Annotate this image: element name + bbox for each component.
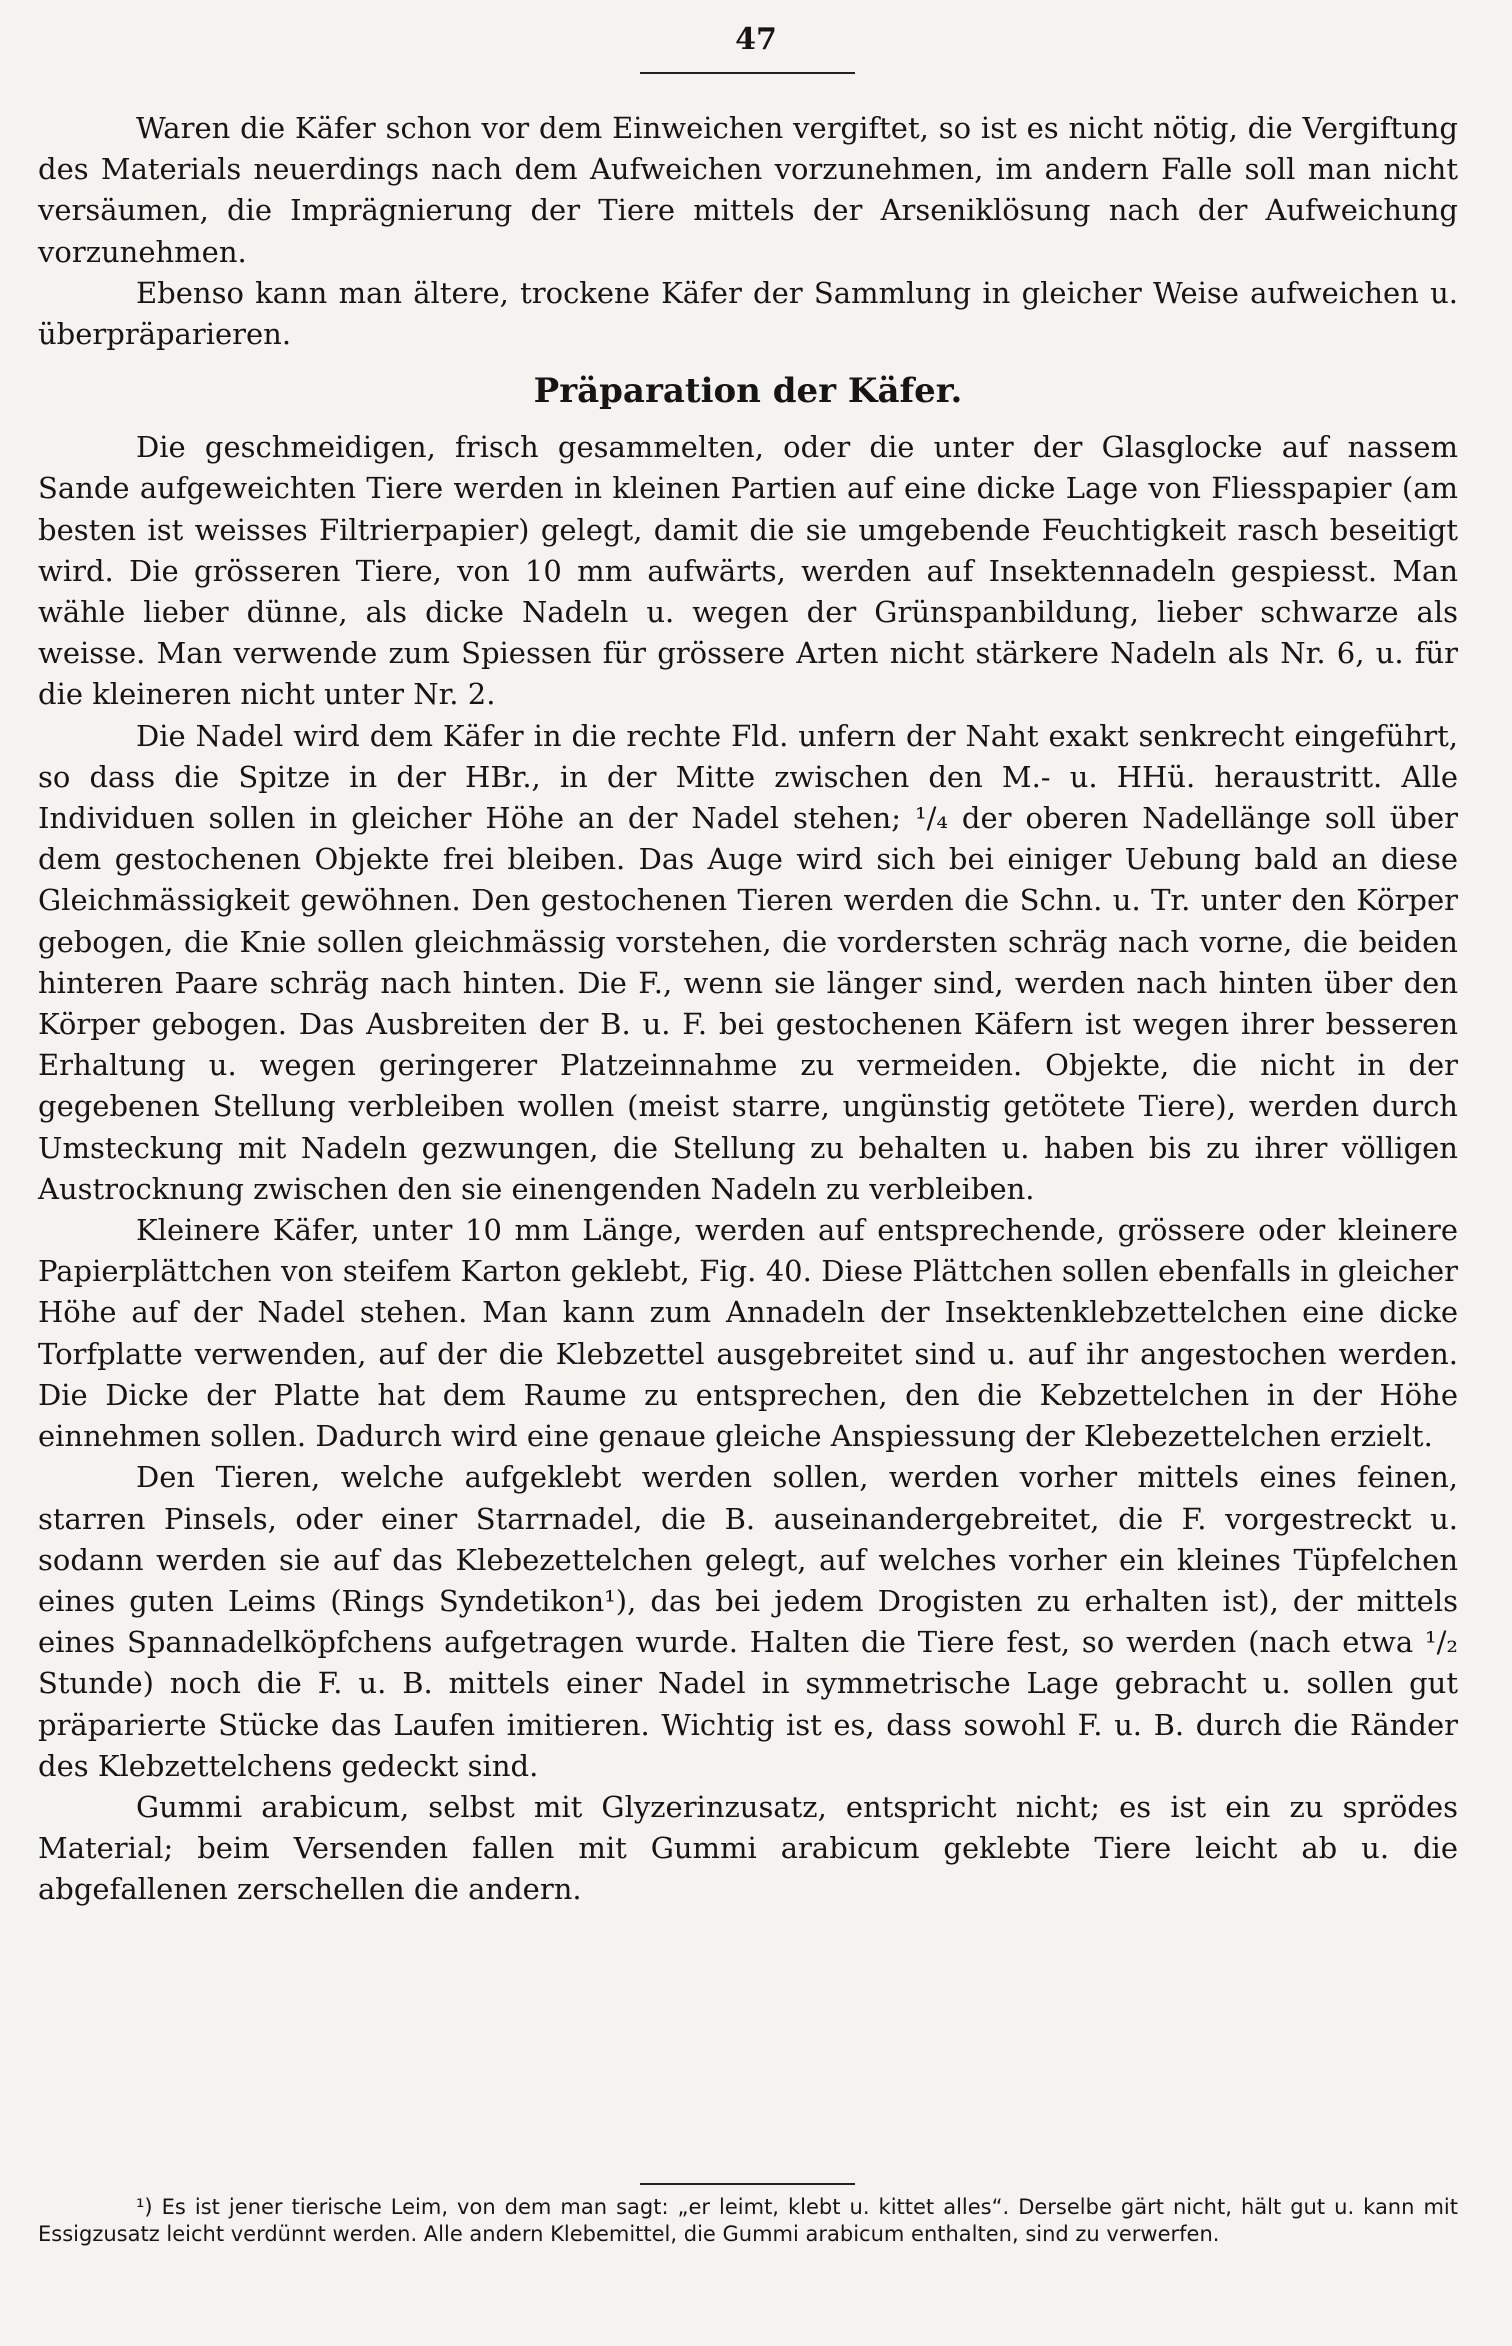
paragraph-vergiftung: Waren die Käfer schon vor dem Einweichen vergiftet, so ist es nicht nötig, die Vergiftung des Materials neuerdings nach dem Aufweichen vorzunehmen, im andern Falle soll man nicht versäumen, die Imprägnierung der Tiere mittels der Arseniklösung nach der Aufweichung vorzunehmen. [38,111,1458,269]
paragraph-nadel: Die Nadel wird dem Käfer in die rechte Fld. unfern der Naht exakt senkrecht eingeführt, so dass die Spitze in der HBr., in der Mitte zwischen den M.- u. HHü. heraustritt. Alle Individuen sollen in gleicher Höhe an der Nadel stehen; ¹/₄ der oberen Nadellänge soll über dem gestochenen Objekte frei bleiben. Das Auge wird sich bei einiger Uebung bald an diese Gleichmässigkeit gewöhnen. Den gestochenen Tieren werden die Schn. u. Tr. unter den Körper gebogen, die Knie sollen gleichmässig vorstehen, die vordersten schräg nach vorne, die beiden hinteren Paare schräg nach hinten. Die F., wenn sie länger sind, werden nach hinten über den Körper gebogen. Das Ausbreiten der B. u. F. bei gestochenen Käfern ist wegen ihrer besseren Erhaltung u. wegen geringerer Platzeinnahme zu vermeiden. Objekte, die nicht in der gegebenen Stellung verbleiben wollen (meist starre, ungünstig getötete Tiere), werden durch Umsteckung mit Nadeln gezwungen, die Stellung zu behalten u. haben bis zu ihrer völligen Austrocknung zwischen den sie einengenden Nadeln zu verbleiben. [38,718,1458,1206]
paragraph-kleinere-kaefer: Kleinere Käfer, unter 10 mm Länge, werden auf entsprechende, grössere oder kleinere Papierplättchen von steifem Karton geklebt, Fig. 40. Diese Plättchen sollen ebenfalls in gleicher Höhe auf der Nadel stehen. Man kann zum Annadeln der Insektenklebzettelchen eine dicke Torfplatte verwenden, auf der die Klebzettel ausgebreitet sind u. auf ihr angestochen werden. Die Dicke der Platte hat dem Raume zu entsprechen, den die Kebzettelchen in der Höhe einnehmen sollen. Dadurch wird eine genaue gleiche Anspiessung der Klebezettelchen erzielt. [38,1213,1458,1454]
header-rule [640,72,855,74]
paragraph-aeltere-kaefer: Ebenso kann man ältere, trockene Käfer der Sammlung in gleicher Weise aufweichen u. überpräparieren. [38,275,1458,352]
paragraph-aufkleben: Den Tieren, welche aufgeklebt werden sollen, werden vorher mittels eines feinen, starren Pinsels, oder einer Starrnadel, die B. auseinandergebreitet, die F. vorgestreckt u. sodann werden sie auf das Klebezettelchen gelegt, auf welches vorher ein kleines Tüpfelchen eines guten Leims (Rings Syndetikon¹), das bei jedem Drogisten zu erhalten ist), der mittels eines Spannadelköpfchens aufgetragen wurde. Halten die Tiere fest, so werden (nach etwa ¹/₂ Stunde) noch die F. u. B. mittels einer Nadel in symmetrische Lage gebracht u. sollen gut präparierte Stücke das Laufen imitieren. Wichtig ist es, dass sowohl F. u. B. durch die Ränder des Klebzettelchens gedeckt sind. [38,1460,1458,1783]
footnote-rule [640,2183,855,2185]
main-text [38,108,1458,1911]
section-heading: Präparation der Käfer. [533,371,963,412]
paragraph-geschmeidigen: Die geschmeidigen, frisch gesammelten, oder die unter der Glasglocke auf nassem Sande aufgeweichten Tiere werden in kleinen Partien auf eine dicke Lage von Fliesspapier (am besten ist weisses Filtrierpapier) gelegt, damit die sie umgebende Feuchtigkeit rasch beseitigt wird. Die grösseren Tiere, von 10 mm aufwärts, werden auf Insektennadeln gespiesst. Man wähle lieber dünne, als dicke Nadeln u. wegen der Grünspanbildung, lieber schwarze als weisse. Man verwende zum Spiessen für grössere Arten nicht stärkere Nadeln als Nr. 6, u. für die kleineren nicht unter Nr. 2. [38,430,1458,712]
page-number: 47 [735,22,777,57]
paragraph-gummi-arabicum: Gummi arabicum, selbst mit Glyzerinzusatz, entspricht nicht; es ist ein zu sprödes Material; beim Versenden fallen mit Gummi arabicum geklebte Tiere leicht ab u. die abgefallenen zerschellen die andern. [38,1789,1458,1907]
footnote: ¹) Es ist jener tierische Leim, von dem man sagt: „er leimt, klebt u. kittet alles“. Derselbe gärt nicht, hält gut u. kann mit Essigzusatz leicht verdünnt werden. Alle andern Klebemittel, die Gummi arabicum enthalten, sind zu verwerfen. [38,2195,1458,2246]
